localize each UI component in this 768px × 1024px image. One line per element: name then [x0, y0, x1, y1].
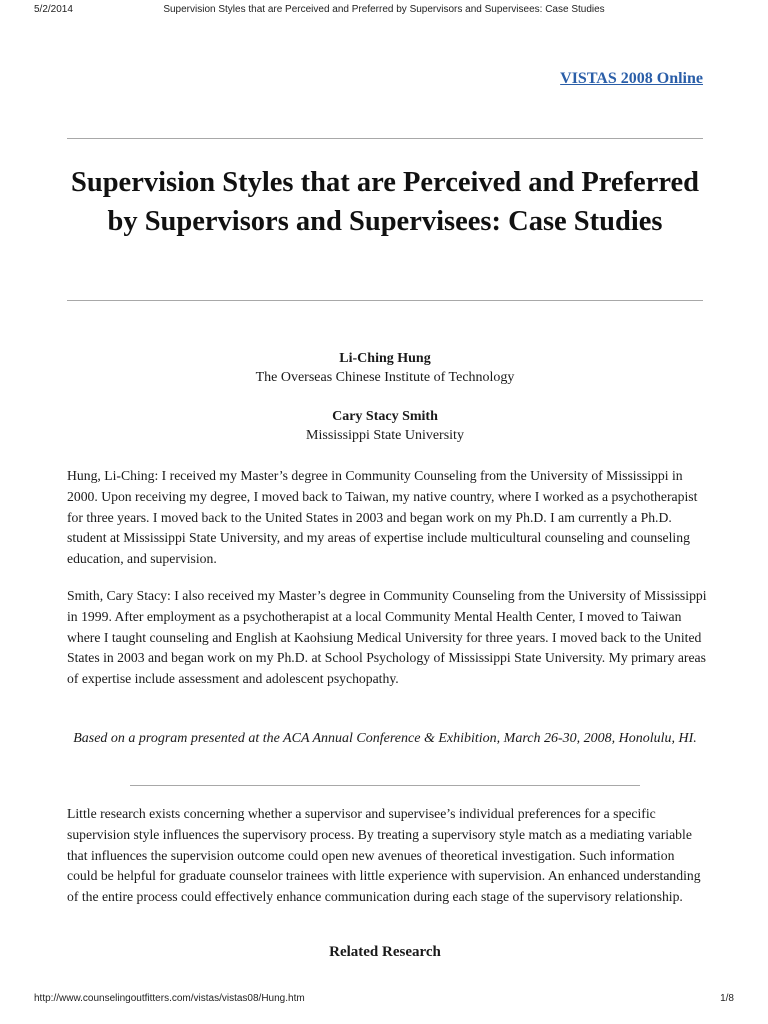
print-url: http://www.counselingoutfitters.com/vistas/vistas08/Hung.htm [34, 993, 305, 1004]
author-affiliation: Mississippi State University [306, 428, 464, 443]
author-name: Cary Stacy Smith [332, 409, 438, 424]
section-heading: Related Research [329, 944, 441, 960]
page-number: 1/8 [720, 993, 734, 1004]
divider [67, 300, 703, 301]
print-date: 5/2/2014 [34, 4, 73, 15]
author-name: Li-Ching Hung [339, 351, 431, 366]
divider [130, 785, 640, 786]
intro-paragraph: Little research exists concerning whether a supervisor and supervisee’s individual preferences for a specific supervision style influences the supervisory process. By treating a supervisory style match as a mediating variable that influences the supervision outcome could open new avenues of theoretical investigation. Such information could be helpful for graduate counselor trainees with little experience with supervision. An enhanced understanding of the entire process could effectively enhance communication during each stage of the supervisory relationship. [67, 806, 701, 905]
author-bio: Smith, Cary Stacy: I also received my Master’s degree in Community Counseling from the University of Mississippi in 1999. After employment as a psychotherapist at a local Community Mental Health Center, I moved to Taiwan where I taught counseling and English at Kaohsiung Medical University for three years. I moved back to the United States in 2003 and began work on my Ph.D. at School Psychology of Mississippi State University. My primary areas of expertise include assessment and adolescent psychopathy. [67, 588, 707, 687]
article-title: Supervision Styles that are Perceived and Preferred by Supervisors and Supervisees: Case Studies [71, 167, 699, 237]
divider [67, 138, 703, 139]
program-note: Based on a program presented at the ACA Annual Conference & Exhibition, March 26-30, 2008, Honolulu, HI. [73, 731, 697, 746]
author-block [67, 349, 703, 387]
print-page-title: Supervision Styles that are Perceived and Preferred by Supervisors and Supervisees: Case Studies [163, 4, 605, 15]
author-bio: Hung, Li-Ching: I received my Master’s degree in Community Counseling from the University of Mississippi in 2000. Upon receiving my degree, I moved back to Taiwan, my native country, where I worked as a psychotherapist for three years. I moved back to the United States in 2003 and began work on my Ph.D. I am currently a Ph.D. student at Mississippi State University, and my areas of expertise include multicultural counseling and counseling education, and supervision. [67, 468, 698, 567]
author-affiliation: The Overseas Chinese Institute of Technology [255, 370, 515, 385]
author-block [67, 407, 703, 445]
journal-link[interactable]: VISTAS 2008 Online [560, 70, 703, 87]
